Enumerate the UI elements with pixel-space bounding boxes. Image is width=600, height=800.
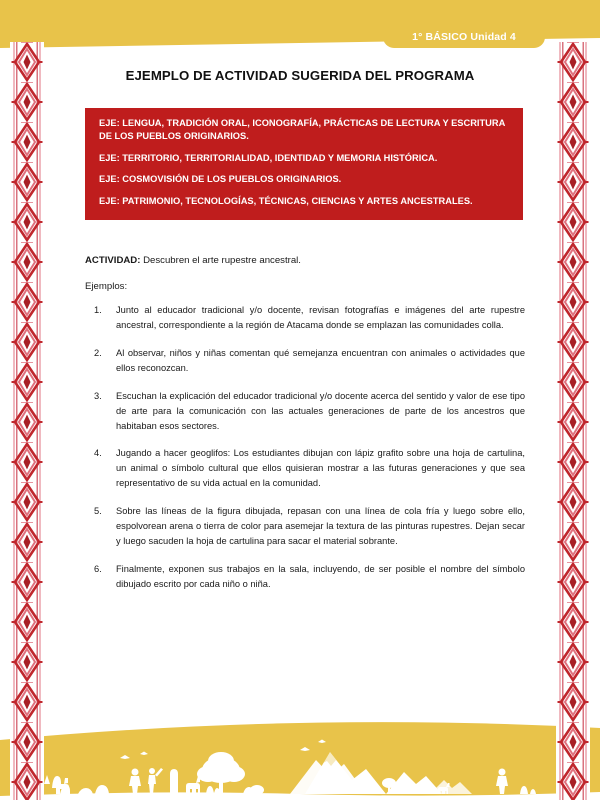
- eje-line: EJE: LENGUA, TRADICIÓN ORAL, ICONOGRAFÍA, PRÁCTICAS DE LECTURA Y ESCRITURA DE LOS PUEBLOS ORIGINARIOS.: [99, 118, 505, 142]
- eje-line: EJE: TERRITORIO, TERRITORIALIDAD, IDENTIDAD Y MEMORIA HISTÓRICA.: [99, 152, 438, 163]
- activity-line: [85, 254, 525, 268]
- eje-box: [85, 108, 523, 220]
- list-item: Jugando a hacer geoglifos: Los estudiantes dibujan con lápiz grafito sobre una hoja de cartulina, un animal o símbolo cultural que ellos quisieran mostrar a las futuras generaciones y que sea representativo de su vida actual en la comunidad.: [116, 448, 525, 489]
- list-item: Sobre las líneas de la figura dibujada, repasan con una línea de cola fría y luego sobre ello, espolvorean arena o tierra de color para asemejar la textura de las pinturas rupestres. Dejan secar y luego sacuden la hoja de cartulina para sacar el material sobrante.: [116, 505, 525, 546]
- activity-text: Descubren el arte rupestre ancestral.: [143, 255, 301, 266]
- activity-body: [85, 254, 525, 604]
- right-decorative-border: [556, 42, 590, 800]
- list-item: Finalmente, exponen sus trabajos en la sala, incluyendo, de ser posible el nombre del símbolo dibujado escrito por cada niño o niña.: [116, 563, 525, 589]
- eje-line: EJE: COSMOVISIÓN DE LOS PUEBLOS ORIGINARIOS.: [99, 174, 342, 185]
- eje-line: EJE: PATRIMONIO, TECNOLOGÍAS, TÉCNICAS, CIENCIAS Y ARTES ANCESTRALES.: [99, 195, 473, 206]
- list-item: Escuchan la explicación del educador tradicional y/o docente acerca del sentido y valor de ese tipo de arte para la comunicación con las actuales generaciones de parte de los ancestros que habitaban esos sectores.: [116, 390, 525, 431]
- footer-landscape-band: [0, 714, 600, 800]
- title-block: [60, 60, 540, 83]
- left-decorative-border: [10, 42, 44, 800]
- examples-list: [85, 303, 525, 591]
- examples-label: Ejemplos:: [85, 281, 128, 293]
- activity-label: ACTIVIDAD:: [85, 255, 141, 266]
- list-item: Junto al educador tradicional y/o docente, revisan fotografías e imágenes del arte rupestre ancestral, correspondiente a la región de Atacama donde se emplazan las comunidades colla.: [116, 305, 525, 331]
- list-item: Al observar, niños y niñas comentan qué semejanza encuentran con animales o actividades que ellos reconozcan.: [116, 347, 525, 374]
- unit-badge: 1° BÁSICO Unidad 4: [383, 26, 545, 48]
- page-title: EJEMPLO DE ACTIVIDAD SUGERIDA DEL PROGRAMA: [125, 68, 475, 83]
